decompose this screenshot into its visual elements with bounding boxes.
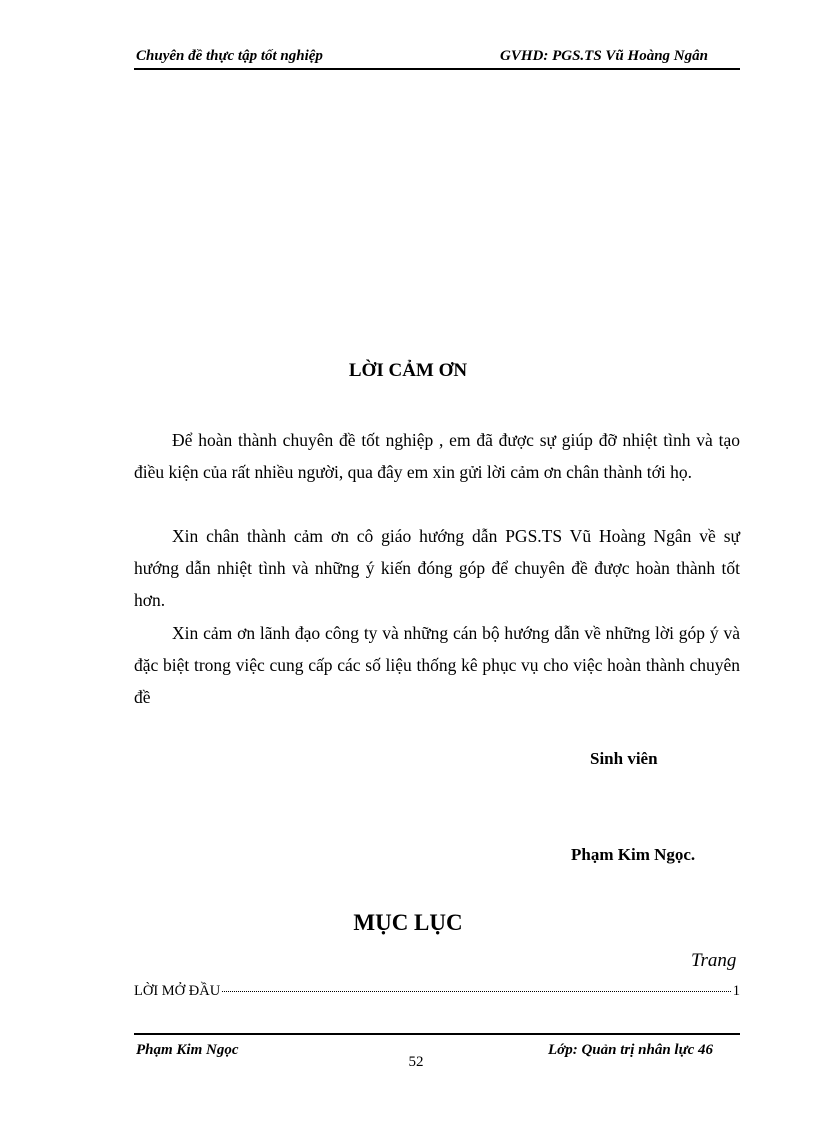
acknowledgement-paragraph-2: Xin chân thành cảm ơn cô giáo hướng dẫn PGS.TS Vũ Hoàng Ngân về sự hướng dẫn nhiệt tình và những ý kiến đóng góp để chuyên đề được hoàn thành tốt hơn.	[134, 526, 740, 610]
toc-entry[interactable]	[134, 983, 740, 1003]
toc-dot-leader	[222, 991, 731, 992]
signature-role: Sinh viên	[590, 749, 658, 768]
toc-title: MỤC LỤC	[353, 910, 463, 935]
toc-entry-label: LỜI MỞ ĐẦU	[134, 983, 221, 999]
header-document-title: Chuyên đề thực tập tốt nghiệp	[136, 48, 323, 64]
signature-name: Phạm Kim Ngọc.	[571, 845, 696, 864]
page-number: 52	[408, 1054, 424, 1070]
page-header	[134, 48, 740, 70]
header-supervisor: GVHD: PGS.TS Vũ Hoàng Ngân	[500, 48, 708, 64]
acknowledgement-paragraph-1: Để hoàn thành chuyên đề tốt nghiệp , em đã được sự giúp đỡ nhiệt tình và tạo điều kiện của rất nhiều người, qua đây em xin gửi lời cảm ơn chân thành tới họ.	[134, 430, 740, 482]
toc-page-column-label: Trang	[691, 950, 737, 971]
footer-author: Phạm Kim Ngọc	[136, 1042, 239, 1058]
toc-entry-page: 1	[732, 983, 740, 999]
acknowledgement-paragraph-3: Xin cảm ơn lãnh đạo công ty và những cán bộ hướng dẫn về những lời góp ý và đặc biệt trong việc cung cấp các số liệu thống kê phục vụ cho việc hoàn thành chuyên đề	[134, 623, 740, 707]
footer-class: Lớp: Quản trị nhân lực 46	[548, 1042, 713, 1058]
acknowledgement-title: LỜI CẢM ƠN	[348, 360, 468, 381]
